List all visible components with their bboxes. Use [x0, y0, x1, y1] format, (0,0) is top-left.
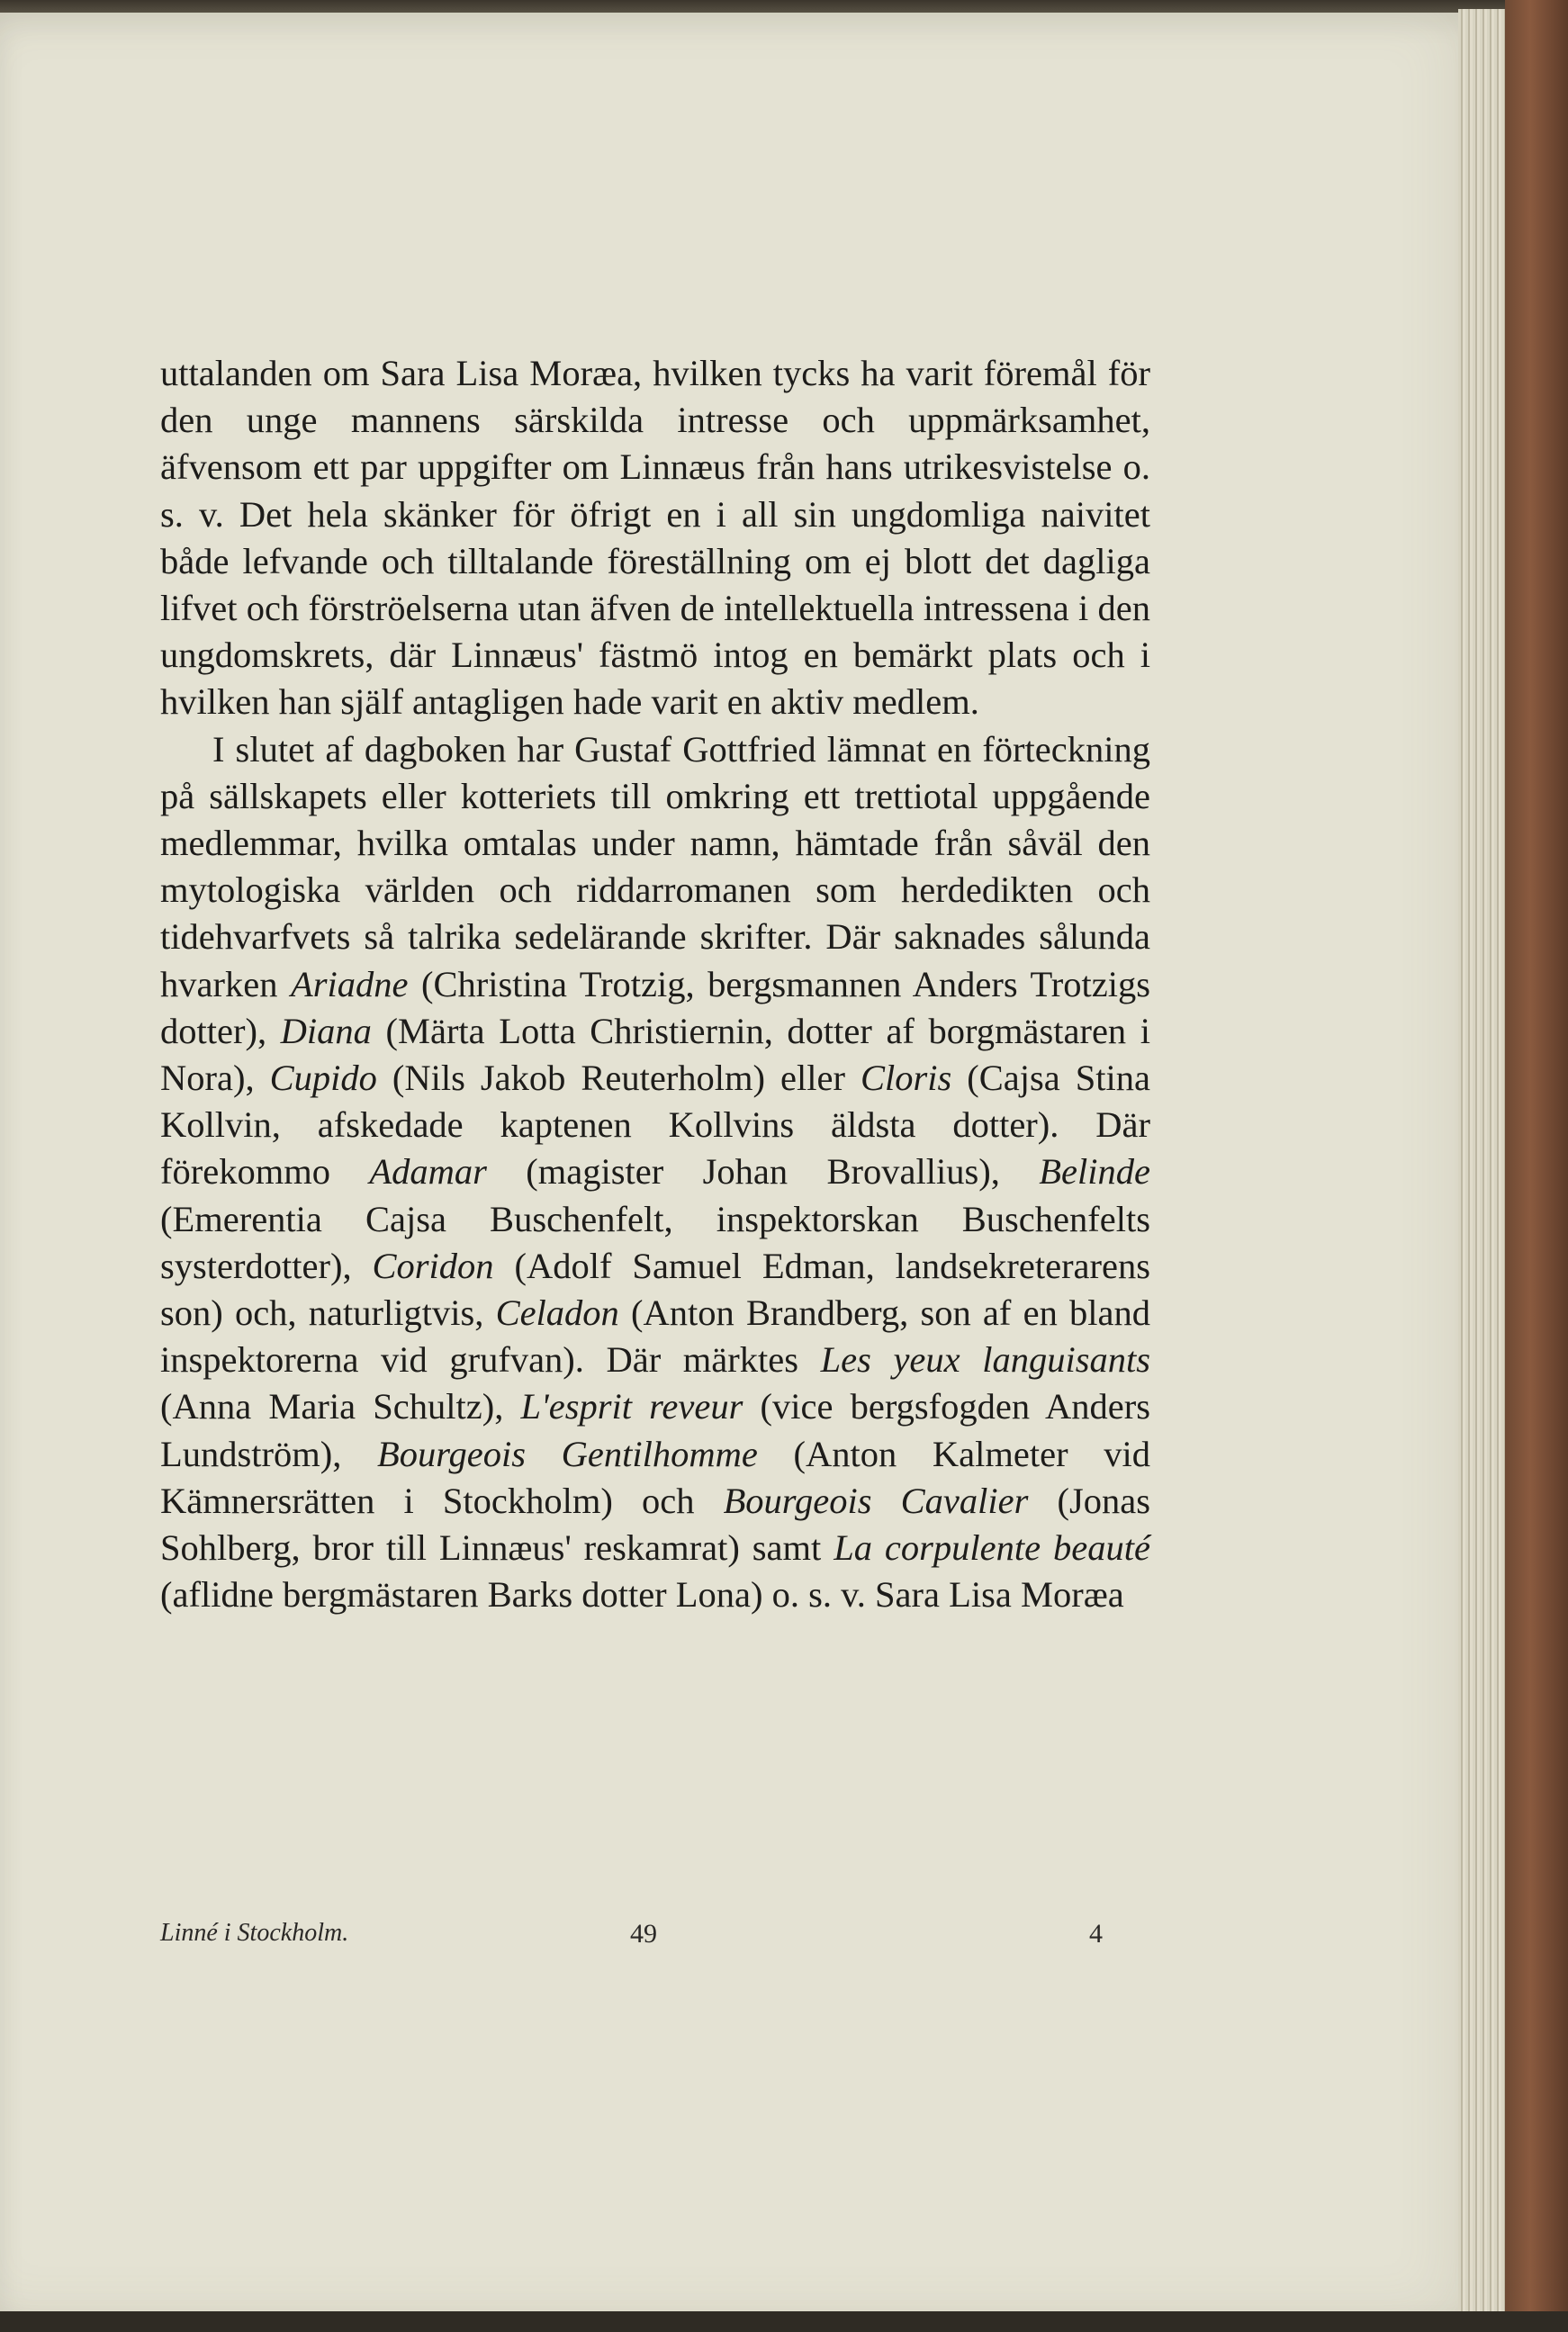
- page-number: 49: [630, 1919, 657, 1949]
- nickname-text: La corpulente beauté: [834, 1527, 1150, 1569]
- text-run: (Anton Kalmeter vid Kämnersrätten i Stockholm) och: [160, 1433, 1150, 1521]
- text-run: (aflidne bergmästaren Barks dotter Lona) o. s. v. Sara Lisa Moræa: [160, 1574, 1124, 1616]
- text-run: (Märta Lotta Christiernin, dotter af borgmästaren i Nora),: [160, 1010, 1150, 1099]
- text-run: (Cajsa Stina Kollvin, afskedade kaptenen Kollvins äldsta dotter). Där förekommo: [160, 1058, 1150, 1193]
- page-footer: [160, 1919, 1150, 1964]
- bottom-edge: [0, 2311, 1568, 2332]
- text-run: (Jonas Sohlberg, bror till Linnæus' reskamrat) samt: [160, 1480, 1150, 1569]
- body-text: [160, 350, 1150, 1618]
- paragraph-1: uttalanden om Sara Lisa Moræa, hvilken tycks ha varit föremål för den unge mannens särskilda intresse och uppmärksamhet, äfvensom ett par uppgifter om Linnæus från hans utrikesvistelse o. s. v. Det hela skänker för öfrigt en i all sin ungdomliga naivitet både lefvande och tilltalande föreställning om ej blott det dagliga lifvet och förströelserna utan äfven de intellektuella intressena i den ungdomskrets, där Linnæus' fästmö intog en bemärkt plats och i hvilken han själf antagligen hade varit en aktiv medlem.: [160, 353, 1150, 723]
- nickname-text: Belinde: [1039, 1151, 1150, 1193]
- nickname-text: Bourgeois Gentilhomme: [377, 1433, 758, 1474]
- text-run: (Emerentia Cajsa Buschenfelt, inspektorskan Buschenfelts systerdotter),: [160, 1198, 1150, 1286]
- nickname-text: Cupido: [269, 1058, 377, 1099]
- nickname-text: Les yeux languisants: [820, 1339, 1150, 1381]
- paragraph-2: [160, 726, 1150, 1619]
- signature-mark: Linné i Stockholm.: [160, 1919, 349, 1947]
- text-run: (Nils Jakob Reuterholm) eller: [376, 1058, 861, 1099]
- gathering-number: 4: [1089, 1919, 1103, 1949]
- nickname-text: Coridon: [372, 1245, 494, 1286]
- nickname-text: Adamar: [369, 1151, 487, 1193]
- nickname-text: Bourgeois Cavalier: [723, 1480, 1029, 1521]
- book-cover-edge: [1505, 0, 1568, 2332]
- text-run: (vice bergsfogden Anders Lundström),: [160, 1386, 1150, 1474]
- nickname-text: Diana: [280, 1010, 372, 1051]
- text-run: (magister Johan Brovallius),: [486, 1151, 1040, 1193]
- text-run: (Anna Maria Schultz),: [160, 1386, 521, 1427]
- text-run: (Christina Trotzig, bergsmannen Anders Trotzigs dotter),: [160, 963, 1150, 1051]
- nickname-text: Celadon: [495, 1292, 619, 1334]
- nickname-text: L'esprit reveur: [520, 1386, 743, 1427]
- book-page: [0, 13, 1476, 2313]
- page-edges: [1458, 9, 1505, 2313]
- text-run: I slutet af dagboken har Gustaf Gottfried lämnat en förteckning på sällskapets eller kotteriets till omkring ett trettiotal uppgående medlemmar, hvilka omtalas under namn, hämtade från såväl den mytologiska världen och riddarromanen som herdedikten och tidehvarfvets så talrika sedelärande skrifter. Där saknades sålunda hvarken: [160, 728, 1150, 1004]
- nickname-text: Cloris: [860, 1058, 952, 1099]
- nickname-text: Ariadne: [290, 963, 409, 1004]
- text-run: (Adolf Samuel Edman, landsekreterarens son) och, naturligtvis,: [160, 1245, 1151, 1334]
- text-run: (Anton Brandberg, son af en bland inspektorerna vid grufvan). Där märktes: [160, 1292, 1150, 1381]
